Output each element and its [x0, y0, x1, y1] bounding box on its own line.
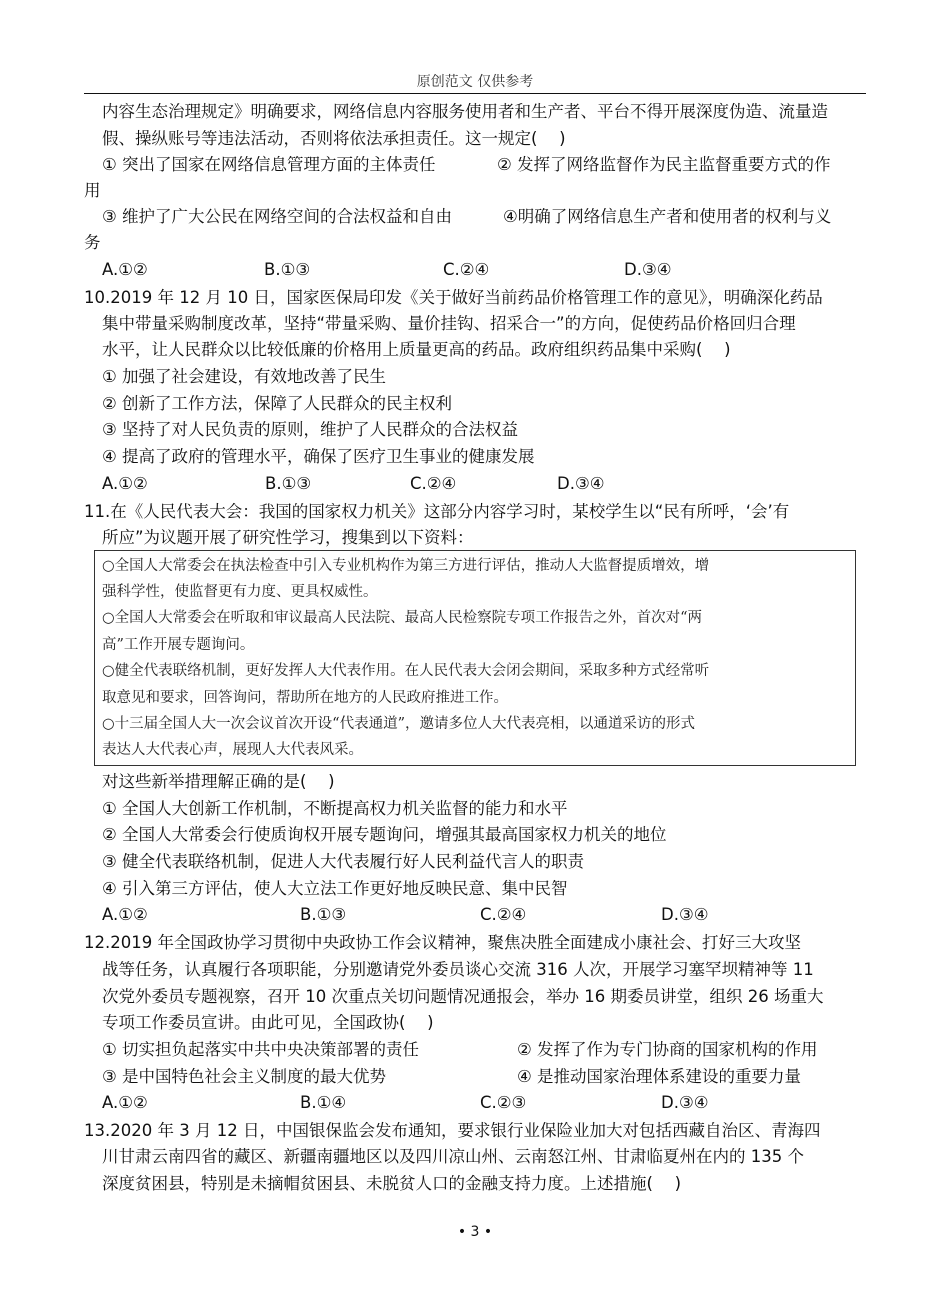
q12-stem-line: 专项工作委员宣讲。由此可见，全国政协( ) [102, 1013, 434, 1032]
q10-stem-line: 10.2019 年 12 月 10 日，国家医保局印发《关于做好当前药品价格管理工作的意见》，明确深化药品 [84, 288, 823, 307]
q12-choice-b: B.①④ [300, 1093, 347, 1112]
q11-stem-line: 所应”为议题开展了研究性学习，搜集到以下资料： [102, 528, 474, 547]
material-line: ○十三届全国人大一次会议首次开设“代表通道”，邀请多位人大代表亮相，以通道采访的形式 [102, 716, 695, 732]
q9-option-1: ① 突出了国家在网络信息管理方面的主体责任 [102, 155, 436, 174]
q11-choice-c: C.②④ [480, 905, 527, 924]
q13-stem-line: 13.2020 年 3 月 12 日，中国银保监会发布通知，要求银行业保险业加大对包括西藏自治区、青海四 [84, 1121, 821, 1140]
q9-stem-line: 假、操纵账号等违法活动，否则将依法承担责任。这一规定( ) [102, 129, 566, 148]
q9-choice-a: A.①② [102, 260, 148, 279]
q12-stem-line: 战等任务，认真履行各项职能，分别邀请党外委员谈心交流 316 人次，开展学习塞罕坝精神等 11 [102, 960, 814, 979]
q11-option-1: ① 全国人大创新工作机制，不断提高权力机关监督的能力和水平 [102, 799, 568, 818]
material-line: 取意见和要求，回答询问，帮助所在地方的人民政府推进工作。 [102, 690, 508, 706]
q11-choice-d: D.③④ [661, 905, 709, 924]
header-rule [84, 93, 866, 94]
q9-choice-b: B.①③ [264, 260, 311, 279]
q12-choice-c: C.②③ [480, 1093, 527, 1112]
q13-stem-line: 深度贫困县，特别是未摘帽贫困县、未脱贫人口的金融支持力度。上述措施( ) [102, 1174, 682, 1193]
page-number: • 3 • [457, 1224, 493, 1240]
q10-option-2: ② 创新了工作方法，保障了人民群众的民主权利 [102, 394, 453, 413]
q9-option-4: ④明确了网络信息生产者和使用者的权利与义 [503, 207, 832, 226]
q13-stem-line: 川甘肃云南四省的藏区、新疆南疆地区以及四川凉山州、云南怒江州、甘肃临夏州在内的 135 个 [102, 1147, 804, 1166]
q10-choice-d: D.③④ [557, 474, 605, 493]
q9-choice-d: D.③④ [624, 260, 672, 279]
q11-option-3: ③ 健全代表联络机制，促进人大代表履行好人民利益代言人的职责 [102, 852, 585, 871]
q9-option-2: ② 发挥了网络监督作为民主监督重要方式的作 [497, 155, 831, 174]
q12-option-4: ④ 是推动国家治理体系建设的重要力量 [517, 1067, 802, 1086]
q12-choice-a: A.①② [102, 1093, 148, 1112]
q10-option-4: ④ 提高了政府的管理水平，确保了医疗卫生事业的健康发展 [102, 447, 535, 466]
material-line: ○全国人大常委会在听取和审议最高人民法院、最高人民检察院专项工作报告之外，首次对“两 [102, 610, 703, 626]
q11-choice-a: A.①② [102, 905, 148, 924]
q10-choice-b: B.①③ [265, 474, 312, 493]
q11-choice-b: B.①③ [300, 905, 347, 924]
q12-option-1: ① 切实担负起落实中共中央决策部署的责任 [102, 1040, 420, 1059]
q12-stem-line: 次党外委员专题视察，召开 10 次重点关切问题情况通报会，举办 16 期委员讲堂，组织 26 场重大 [102, 987, 824, 1006]
q9-choice-c: C.②④ [443, 260, 490, 279]
q9-option-2-wrap: 用 [84, 181, 101, 200]
q10-stem-line: 水平，让人民群众以比较低廉的价格用上质量更高的药品。政府组织药品集中采购( ) [102, 340, 731, 359]
q9-option-4-wrap: 务 [84, 233, 101, 252]
material-line: 高”工作开展专题询问。 [102, 637, 255, 653]
q10-choice-a: A.①② [102, 474, 148, 493]
q10-option-1: ① 加强了社会建设，有效地改善了民生 [102, 367, 387, 386]
q12-option-3: ③ 是中国特色社会主义制度的最大优势 [102, 1067, 387, 1086]
q9-option-3: ③ 维护了广大公民在网络空间的合法权益和自由 [102, 207, 453, 226]
material-line: ○健全代表联络机制，更好发挥人大代表作用。在人民代表大会闭会期间，采取多种方式经常听 [102, 663, 710, 679]
q10-option-3: ③ 坚持了对人民负责的原则，维护了人民群众的合法权益 [102, 420, 519, 439]
q11-question: 对这些新举措理解正确的是( ) [102, 772, 335, 791]
q11-option-2: ② 全国人大常委会行使质询权开展专题询问，增强其最高国家权力机关的地位 [102, 825, 667, 844]
q9-stem-line: 内容生态治理规定》明确要求，网络信息内容服务使用者和生产者、平台不得开展深度伪造、流量造 [102, 102, 828, 121]
q10-choice-c: C.②④ [410, 474, 457, 493]
q12-stem-line: 12.2019 年全国政协学习贯彻中央政协工作会议精神，聚焦决胜全面建成小康社会、打好三大攻坚 [84, 933, 801, 952]
q11-stem-line: 11.在《人民代表大会：我国的国家权力机关》这部分内容学习时，某校学生以“民有所呼，‘会’有 [84, 502, 790, 521]
material-line: ○全国人大常委会在执法检查中引入专业机构作为第三方进行评估，推动人大监督提质增效，增 [102, 558, 710, 574]
page-header: 原创范文 仅供参考 [416, 74, 534, 90]
q12-option-2: ② 发挥了作为专门协商的国家机构的作用 [517, 1040, 818, 1059]
material-line: 表达人大代表心声，展现人大代表风采。 [102, 742, 363, 758]
q10-stem-line: 集中带量采购制度改革，坚持“带量采购、量价挂钩、招采合一”的方向，促使药品价格回归合理 [102, 314, 796, 333]
material-line: 强科学性，使监督更有力度、更具权威性。 [102, 584, 378, 600]
q12-choice-d: D.③④ [661, 1093, 709, 1112]
q11-option-4: ④ 引入第三方评估，使人大立法工作更好地反映民意、集中民智 [102, 879, 568, 898]
